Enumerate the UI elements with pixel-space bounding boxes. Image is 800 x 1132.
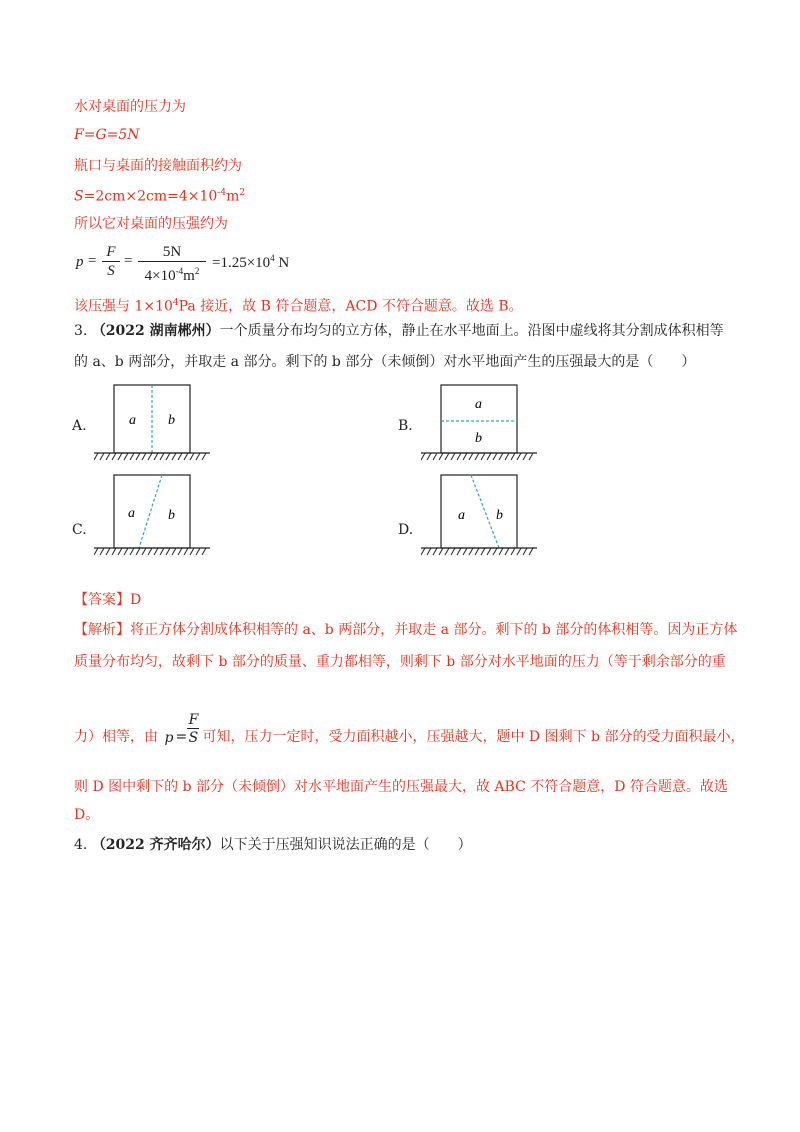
part-a-label: a — [129, 413, 136, 428]
part-a-label: a — [128, 506, 135, 521]
formula-p: p — [76, 254, 84, 270]
question-3-line-1: 3. （2022 湖南郴州）一个质量分布均匀的立方体，静止在水平地面上。沿图中虚线将其分割成体积相等 — [74, 323, 724, 339]
solution-conclusion: 该压强与 $1\times 10^4Pa$ 接近，故 B 符合题意，ACD 不符合题意。故选 B。 — [74, 298, 523, 315]
question-3-line-2: 的 a、b 两部分，并取走 a 部分。剩下的 b 部分（未倾倒）对水平地面产生的压强最大的是（ ） — [74, 354, 696, 370]
option-a-figure[interactable] — [94, 380, 210, 466]
option-d-figure[interactable] — [421, 470, 537, 558]
option-c-label[interactable]: C. — [72, 522, 87, 538]
option-d-label[interactable]: D. — [398, 522, 414, 538]
solution-line-force: 水对桌面的压力为 — [74, 99, 186, 115]
inline-fraction: F S — [188, 712, 199, 746]
fraction-f-over-s: $\frac{F}{S}$ — [102, 244, 120, 280]
analysis-line-4: 则 D 图中剩下的 b 部分（未倾倒）对水平地面产生的压强最大，故 ABC 不符合题意，D 符合题意。故选 — [74, 779, 728, 795]
part-b-label: b — [168, 508, 175, 523]
part-b-label: b — [496, 508, 503, 523]
part-b-label: b — [475, 431, 482, 446]
solution-line-area: 瓶口与桌面的接触面积约为 — [74, 158, 242, 174]
analysis-line-2: 质量分布均匀，故剩下 b 部分的质量、重力都相等，则剩下 b 部分对水平地面的压力（等于剩余部分的重 — [74, 654, 726, 670]
answer-line — [74, 591, 141, 609]
inline-formula: p = F S — [164, 712, 199, 746]
analysis-line-3: 力）相等，由 p = F S 可知，压力一定时，受力面积越小，压强越大，题中 D 图剩下 b 部分的受力面积最小， — [74, 712, 745, 746]
solution-line-pressure: 所以它对桌面的压强约为 — [74, 216, 228, 232]
fraction-value: $\frac{5N}{4\times 10^{-4}m^2}$ — [138, 244, 206, 285]
part-b-label: b — [168, 413, 175, 428]
question-number: 4. — [74, 837, 88, 853]
part-a-label: a — [458, 508, 465, 523]
question-number: 3. — [74, 323, 88, 339]
analysis-label: 【解析】 — [74, 622, 130, 638]
solution-line-area-value: $S=2cm\times 2cm=4\times 10^{-4}m^2$ — [74, 188, 246, 205]
option-b-label[interactable]: B. — [398, 418, 413, 434]
answer-value: D — [130, 592, 142, 608]
analysis-line-5: D。 — [74, 807, 100, 823]
analysis-line-1: 【解析】将正方体分割成体积相等的 a、b 两部分，并取走 a 部分。剩下的 b 部分的体积相等。因为正方体 — [74, 622, 738, 638]
option-a-label[interactable]: A. — [72, 418, 87, 434]
option-c-figure[interactable] — [94, 470, 210, 558]
formula-result: $=1.25\times 10^4$ N — [212, 253, 290, 271]
question-source: （2022 齐齐哈尔） — [91, 837, 220, 853]
question-source: （2022 湖南郴州） — [91, 323, 220, 339]
part-a-label: a — [475, 397, 482, 412]
solution-line-f-equals-g: F=G=5N — [74, 127, 140, 143]
option-b-figure[interactable] — [421, 380, 537, 466]
answer-label: 【答案】 — [74, 592, 130, 608]
symbol-s: S — [74, 188, 84, 205]
question-4: 4. （2022 齐齐哈尔）以下关于压强知识说法正确的是（ ） — [74, 837, 472, 853]
